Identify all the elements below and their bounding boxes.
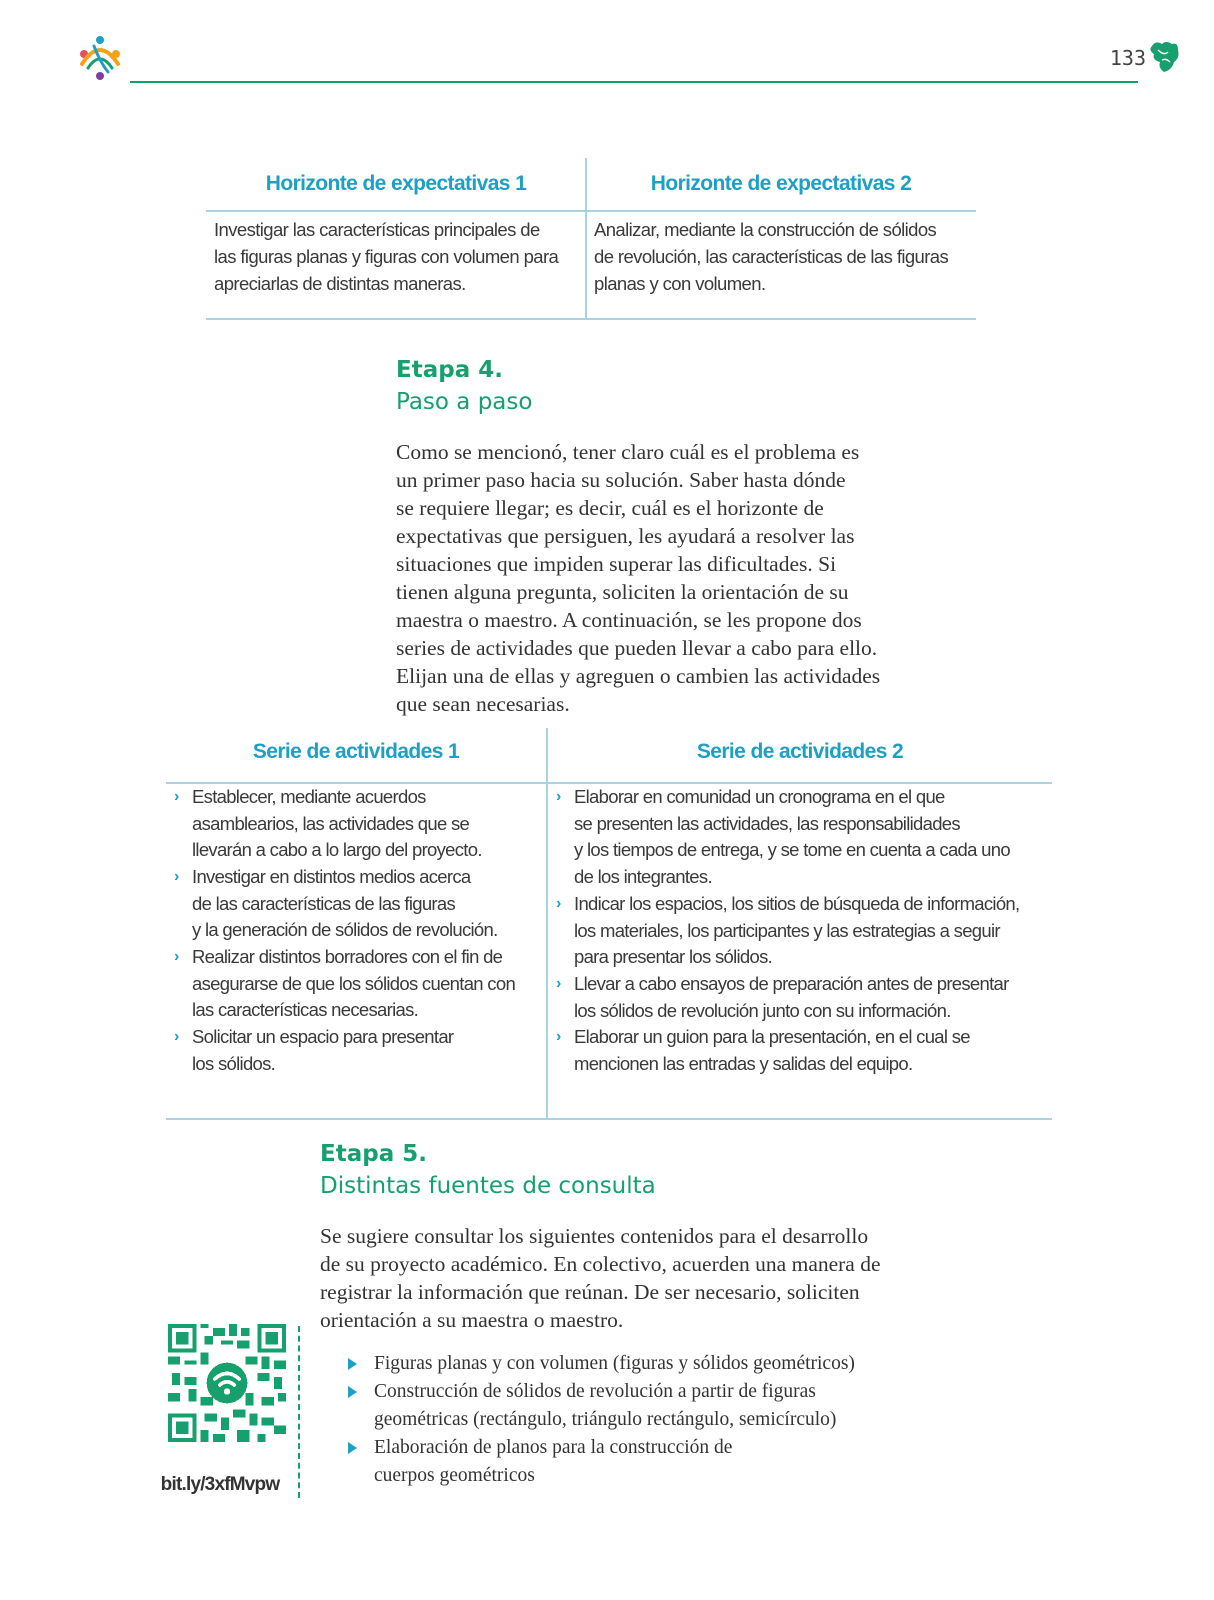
chevron-right-icon: › xyxy=(556,895,561,912)
chevron-right-icon: › xyxy=(174,868,179,885)
logo-icon xyxy=(74,32,126,84)
stage-5-paragraph: Se sugiere consultar los siguientes contenidos para el desarrollo de su proyecto académico. En colectivo, acuerden una manera de registrar la información que reúnan. De ser necesario, soliciten orientación a su maestra o maestro. xyxy=(320,1224,881,1332)
stage-4-paragraph: Como se mencionó, tener claro cuál es el problema es un primer paso hacia su solución. Saber hasta dónde se requiere llegar; es decir, cuál es el horizonte de expectativas que persiguen, les ayudará a resolver las situaciones que impiden superar las dificultades. Si tienen alguna pregunta, soliciten la orientación de su maestra o maestro. A continuación, se les propone dos series de actividades que pueden llevar a cabo para ello. Elijan una de ellas y agreguen o cambien las actividades que sean necesarias. xyxy=(396,440,881,716)
chevron-right-icon: › xyxy=(174,948,179,965)
header-rule xyxy=(130,81,1138,83)
triangle-bullet-icon xyxy=(348,1386,357,1398)
series-1-column xyxy=(166,728,546,1120)
series-1-header: Serie de actividades 1 xyxy=(252,740,460,763)
list-item: › Llevar a cabo ensayos de preparación antes de presentar los sólidos de revolución junto con su información. xyxy=(556,973,1009,1021)
page-number: 133 xyxy=(1109,46,1146,70)
list-item: Construcción de sólidos de revolución a partir de figuras geométricas (rectángulo, triángulo rectángulo, semicírculo) xyxy=(346,1378,974,1434)
triangle-bullet-icon xyxy=(348,1442,357,1454)
qr-divider xyxy=(298,1326,302,1498)
list-item: › Elaborar un guion para la presentación, en el cual se mencionen las entradas y salidas del equipo. xyxy=(556,1026,970,1074)
list-item: › Realizar distintos borradores con el fin de asegurarse de que los sólidos cuentan con las características necesarias. xyxy=(174,946,516,1021)
triangle-bullet-icon xyxy=(348,1358,357,1370)
list-item: › Indicar los espacios, los sitios de búsqueda de información, los materiales, los participantes y las estrategias a seguir para presentar los sólidos. xyxy=(556,893,1020,968)
horizon-2-text: Analizar, mediante la construcción de sólidos de revolución, las características de las figuras planas y con volumen. xyxy=(594,219,949,294)
chevron-right-icon: › xyxy=(174,1028,179,1045)
list-item: › Establecer, mediante acuerdos asamblearios, las actividades que se llevarán a cabo a lo largo del proyecto. xyxy=(174,786,482,861)
horizon-2-column xyxy=(586,158,976,320)
leaf-mark-icon xyxy=(1148,40,1180,74)
list-item: › Investigar en distintos medios acerca de las características de las figuras y la generación de sólidos de revolución. xyxy=(174,866,498,941)
activities-table xyxy=(166,728,1052,1120)
horizon-2-header: Horizonte de expectativas 2 xyxy=(650,172,912,195)
series-2-header: Serie de actividades 2 xyxy=(696,740,904,763)
qr-code-icon[interactable] xyxy=(168,1324,286,1442)
horizons-table xyxy=(206,158,976,320)
chevron-right-icon: › xyxy=(556,1028,561,1045)
stage-4-title: Etapa 4. Paso a paso xyxy=(396,357,533,415)
horizon-1-text: Investigar las características principales de las figuras planas y figuras con volumen para apreciarlas de distintas maneras. xyxy=(214,219,559,294)
chevron-right-icon: › xyxy=(556,788,561,805)
qr-link[interactable]: bit.ly/3xfMvpw xyxy=(160,1474,280,1495)
stage-5-title: Etapa 5. Distintas fuentes de consulta xyxy=(320,1141,656,1199)
series-2-column xyxy=(548,728,1052,1120)
list-item: Elaboración de planos para la construcción de cuerpos geométricos xyxy=(346,1434,974,1490)
horizon-1-column xyxy=(206,158,586,320)
horizon-1-header: Horizonte de expectativas 1 xyxy=(265,172,527,195)
list-item: › Solicitar un espacio para presentar los sólidos. xyxy=(174,1026,454,1074)
chevron-right-icon: › xyxy=(556,975,561,992)
list-item: › Elaborar en comunidad un cronograma en el que se presenten las actividades, las responsabilidades y los tiempos de entrega, y se tome en cuenta a cada uno de los integrantes. xyxy=(556,786,1010,888)
chevron-right-icon: › xyxy=(174,788,179,805)
list-item: Figuras planas y con volumen (figuras y sólidos geométricos) xyxy=(346,1350,974,1378)
